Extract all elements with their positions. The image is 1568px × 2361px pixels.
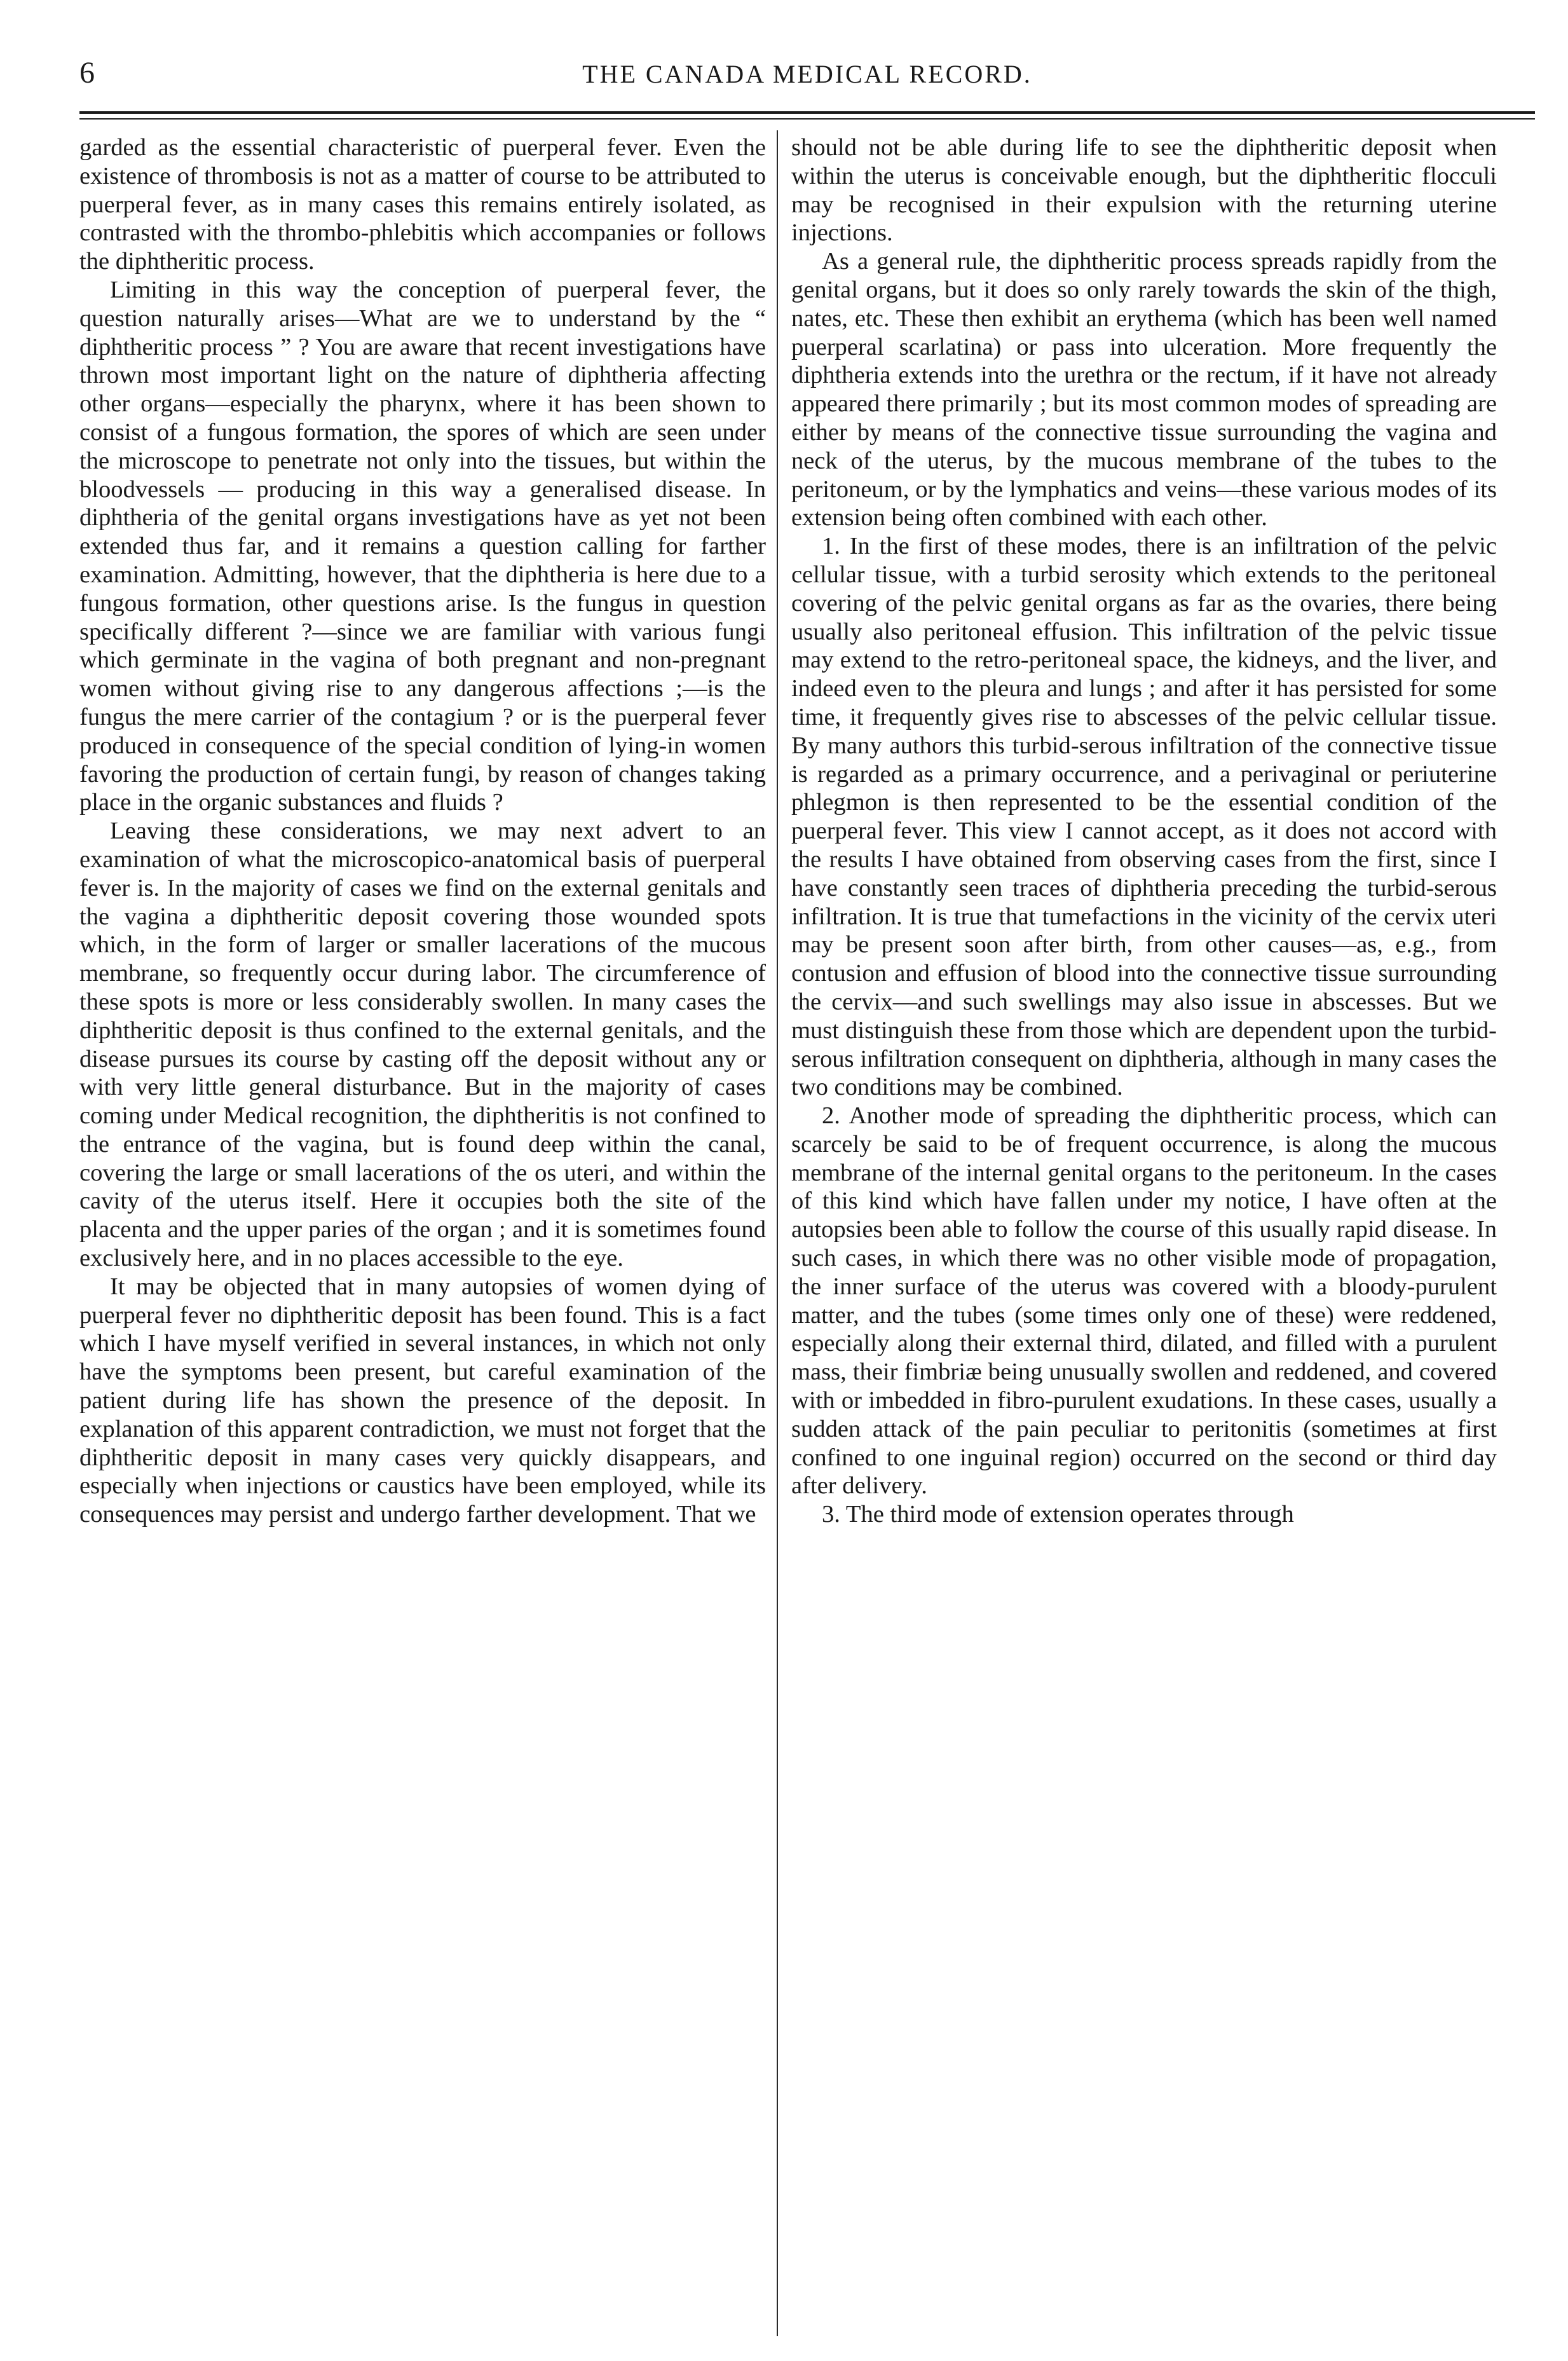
paragraph: 2. Another mode of spreading the diphtheritic process, which can scarcely be said to be of frequent occurrence, is along the mucous membrane of the internal genital organs to the peritoneum. In the cases of this kind which have fallen under my notice, I have often at the autopsies been able to follow the course of this usually rapid disease. In such cases, in which there was no other visible mode of propagation, the inner surface of the uterus was covered with a bloody-purulent matter, and the tubes (some times only one of these) were reddened, especially along their external third, dilated, and filled with a purulent mass, their fimbriæ being unusually swollen and reddened, and covered with or imbedded in fibro-purulent exudations. In these cases, usually a sudden attack of the pain peculiar to peritonitis (sometimes at first confined to one inguinal region) occurred on the second or third day after delivery. <box>791 1102 1497 1500</box>
running-head: THE CANADA MEDICAL RECORD. <box>582 60 1032 88</box>
header-rule-thin <box>79 118 1535 120</box>
paragraph: As a general rule, the diphtheritic process spreads rapidly from the genital organs, but it does so only rarely towards the skin of the thigh, nates, etc. These then exhibit an erythema (which has been well named puerperal scarlatina) or pass into ulceration. More frequently the diphtheria extends into the urethra or the rectum, if it have not already appeared there primarily ; but its most common modes of spreading are either by means of the connective tissue surrounding the vagina and neck of the uterus, by the mucous membrane of the tubes to the peritoneum, or by the lymphatics and veins—these various modes of its extension being often combined with each other. <box>791 248 1497 531</box>
page-number: 6 <box>79 56 95 90</box>
paragraph: Limiting in this way the conception of puerperal fever, the question naturally arises—What are we to understand by the “ diphtheritic process ” ? You are aware that recent investigations have thrown most important light on the nature of diphtheria affecting other organs—especially the pharynx, where it has been shown to consist of a fungous formation, the spores of which are seen under the microscope to penetrate not only into the tissues, but within the bloodvessels — producing in this way a generalised disease. In diphtheria of the genital organs investigations have as yet not been extended thus far, and it remains a question calling for farther examination. Admitting, however, that the diphtheria is here due to a fungous formation, other questions arise. Is the fungus in question specifically different ?—since we are familiar with various fungi which germinate in the vagina of both pregnant and non-pregnant women without giving rise to any dangerous affections ;—is the fungus the mere carrier of the contagium ? or is the puerperal fever produced in consequence of the special condition of lying-in women favoring the production of certain fungi, by reason of changes taking place in the organic substances and fluids ? <box>79 276 766 816</box>
paragraph: 1. In the first of these modes, there is an infiltration of the pelvic cellular tissue, with a turbid serosity which extends to the peritoneal covering of the pelvic genital organs as far as the ovaries, there being usually also peritoneal effusion. This infiltration of the pelvic tissue may extend to the retro-peritoneal space, the kidneys, and the liver, and indeed even to the pleura and lungs ; and after it has persisted for some time, it frequently gives rise to abscesses of the pelvic cellular tissue. By many authors this turbid-serous infiltration of the connective tissue is regarded as a primary occurrence, and a perivaginal or periuterine phlegmon is then represented to be the essential condition of the puerperal fever. This view I cannot accept, as it does not accord with the results I have obtained from observing cases from the first, since I have constantly seen traces of diphtheria preceding the turbid-serous infiltration. It is true that tumefactions in the vicinity of the cervix uteri may be present soon after birth, from other causes—as, e.g., from contusion and effusion of blood into the connective tissue surrounding the cervix—and such swellings may also issue in abscesses. But we must distinguish these from those which are dependent upon the turbid-serous infiltration consequent on diphtheria, although in many cases the two conditions may be combined. <box>791 533 1497 1101</box>
header-rule <box>79 111 1535 114</box>
paragraph: garded as the essential characteristic of puerperal fever. Even the existence of thrombosis is not as a matter of course to be attributed to puerperal fever, as in many cases this remains entirely isolated, as contrasted with the thrombo-phlebitis which accompanies or follows the diphtheritic process. <box>79 134 766 275</box>
left-column <box>79 133 766 1529</box>
paragraph: It may be objected that in many autopsies of women dying of puerperal fever no diphtheritic deposit has been found. This is a fact which I have myself verified in several instances, in which not only have the symptoms been present, but careful examination of the patient during life has shown the presence of the deposit. In explanation of this apparent contradiction, we must not forget that the diphtheritic deposit in many cases very quickly disappears, and especially when injections or caustics have been employed, while its consequences may persist and undergo farther development. That we <box>79 1273 766 1528</box>
paragraph: Leaving these considerations, we may next advert to an examination of what the microscopico-anatomical basis of puerperal fever is. In the majority of cases we find on the external genitals and the vagina a diphtheritic deposit covering those wounded spots which, in the form of larger or smaller lacerations of the mucous membrane, so frequently occur during labor. The circumference of these spots is more or less considerably swollen. In many cases the diphtheritic deposit is thus confined to the external genitals, and the disease pursues its course by casting off the deposit without any or with very little general disturbance. But in the majority of cases coming under Medical recognition, the diphtheritis is not confined to the entrance of the vagina, but is found deep within the canal, covering the large or small lacerations of the os uteri, and within the cavity of the uterus itself. Here it occupies both the site of the placenta and the upper paries of the organ ; and it is sometimes found exclusively here, and in no places accessible to the eye. <box>79 818 766 1272</box>
paragraph: should not be able during life to see the diphtheritic deposit when within the uterus is conceivable enough, but the diphtheritic flocculi may be recognised in their expulsion with the returning uterine injections. <box>791 134 1497 247</box>
column-divider <box>777 130 778 2336</box>
right-column <box>791 133 1497 1529</box>
paragraph: 3. The third mode of extension operates through <box>822 1501 1294 1528</box>
page-header <box>79 54 1535 105</box>
